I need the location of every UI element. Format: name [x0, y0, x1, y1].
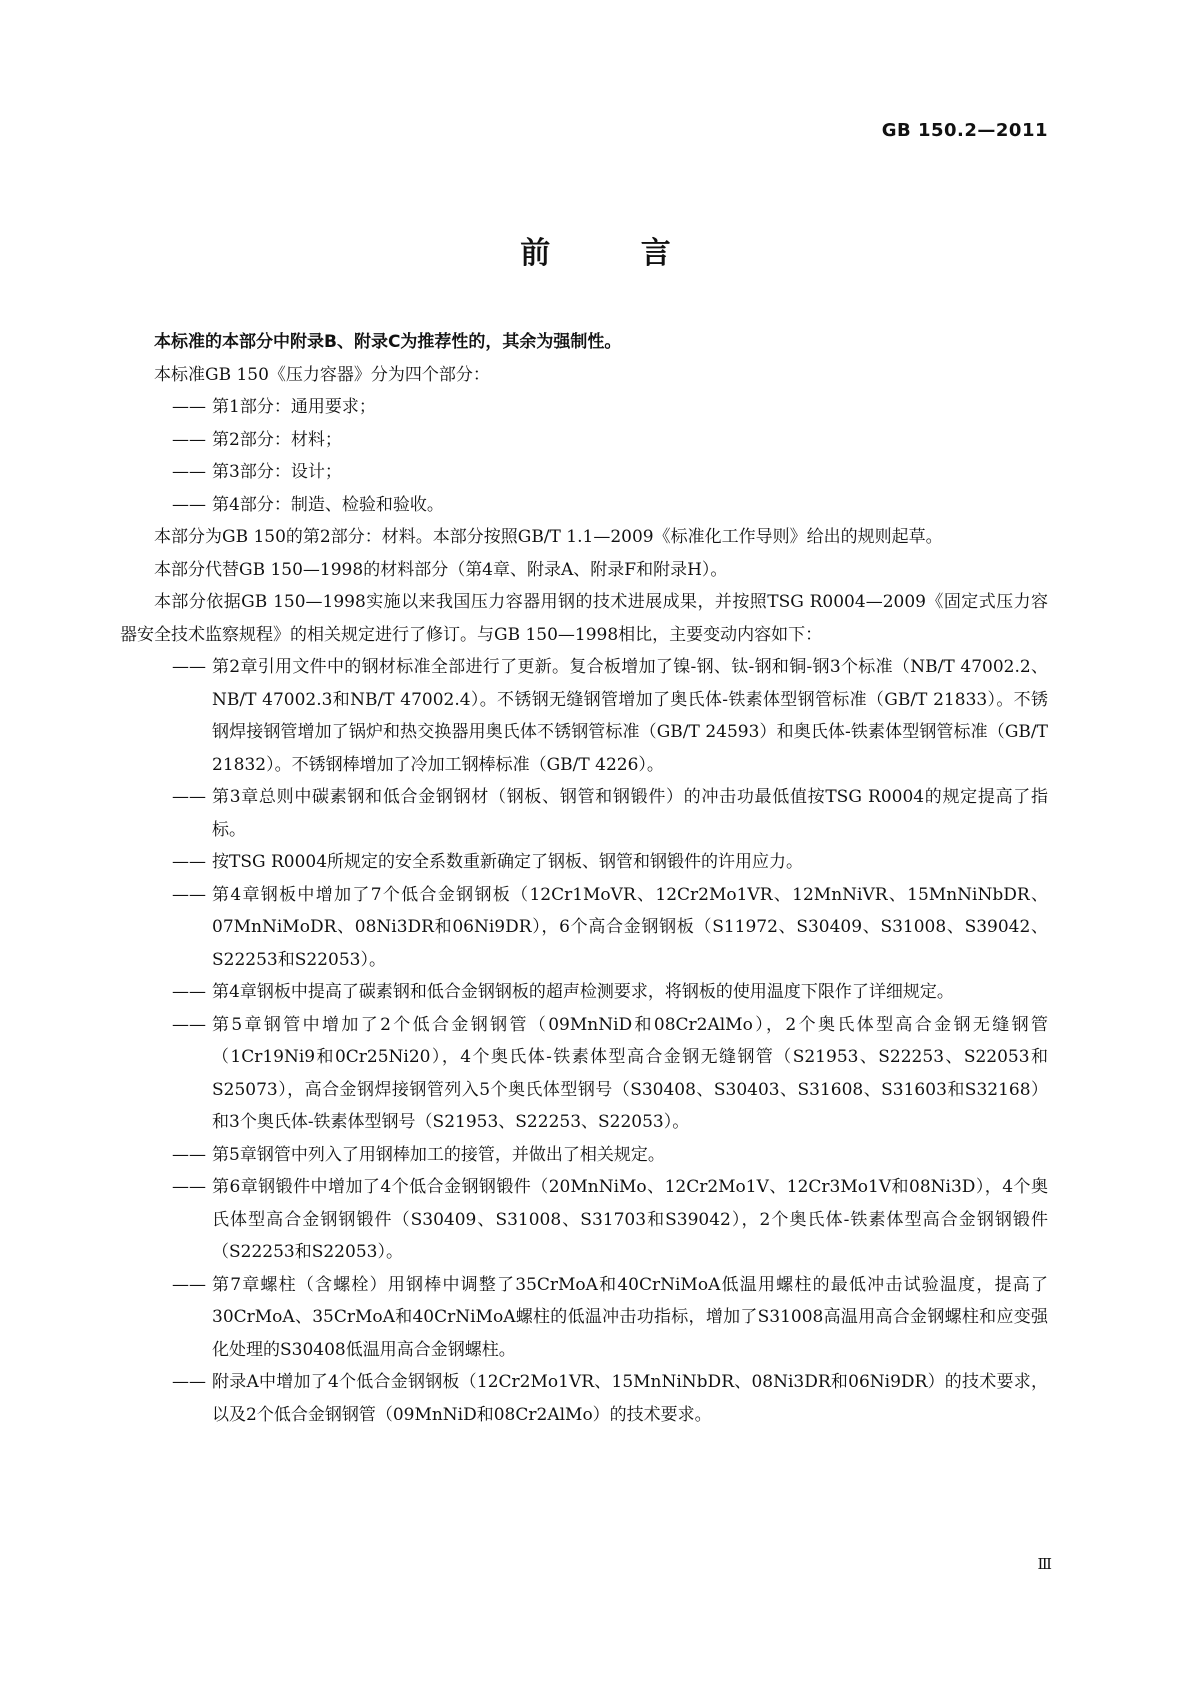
list-item-text: 第5章钢管中增加了2个低合金钢钢管（09MnNiD和08Cr2AlMo），2个奥氏体型高合金钢无缝钢管（1Cr19Ni9和0Cr25Ni20），4个奥氏体-铁素体型高合金钢无缝钢管（S21953、S22253、S22053和S25073），高合金钢焊接钢管列入5个奥氏体型钢号（S30408、S30403、S31608、S31603和S32168）和3个奥氏体-铁素体型钢号（S21953、S22253、S22053）。 [212, 1014, 1048, 1132]
list-item-text: 第7章螺柱（含螺栓）用钢棒中调整了35CrMoA和40CrNiMoA低温用螺柱的最低冲击试验温度，提高了30CrMoA、35CrMoA和40CrNiMoA螺柱的低温冲击功指标，增加了S31008高温用高合金钢螺柱和应变强化处理的S30408低温用高合金钢螺柱。 [212, 1274, 1048, 1360]
page-number: Ⅲ [1037, 1555, 1053, 1573]
list-item-text: 第4章钢板中提高了碳素钢和低合金钢钢板的超声检测要求，将钢板的使用温度下限作了详细规定。 [212, 982, 954, 1002]
intro-paragraph: 本标准GB 150《压力容器》分为四个部分： [154, 364, 490, 385]
list-item [120, 456, 1048, 489]
dash-marker: —— [172, 657, 206, 677]
lead-paragraph: 本标准的本部分中附录B、附录C为推荐性的，其余为强制性。 [154, 332, 622, 352]
dash-marker: —— [172, 397, 206, 417]
standard-code: GB 150.2—2011 [881, 120, 1048, 141]
list-item-text: 第3部分：设计； [212, 462, 342, 482]
list-item [120, 1139, 1048, 1172]
body-paragraph: 本部分依据GB 150—1998实施以来我国压力容器用钢的技术进展成果，并按照TSG R0004—2009《固定式压力容器安全技术监察规程》的相关规定进行了修订。与GB 150—1998相比，主要变动内容如下： [120, 592, 1048, 645]
list-item-text: 第1部分：通用要求； [212, 397, 376, 417]
foreword-body [120, 326, 1048, 1431]
list-item [120, 651, 1048, 781]
list-item-text: 第4章钢板中增加了7个低合金钢钢板（12Cr1MoVR、12Cr2Mo1VR、12MnNiVR、15MnNiNbDR、07MnNiMoDR、08Ni3DR和06Ni9DR），6个高合金钢钢板（S11972、S30409、S31008、S39042、S22253和S22053）。 [212, 884, 1048, 970]
dash-marker: —— [172, 494, 206, 515]
dash-marker: —— [172, 982, 206, 1002]
list-item [120, 846, 1048, 879]
body-paragraph: 本部分代替GB 150—1998的材料部分（第4章、附录A、附录F和附录H）。 [154, 559, 728, 580]
list-item [120, 424, 1048, 457]
page-title: 前 言 [520, 236, 711, 271]
parts-list [120, 391, 1048, 521]
dash-marker: —— [172, 884, 206, 905]
list-item-text: 按TSG R0004所规定的安全系数重新确定了钢板、钢管和钢锻件的许用应力。 [212, 852, 804, 872]
body-paragraph: 本部分为GB 150的第2部分：材料。本部分按照GB/T 1.1—2009《标准化工作导则》给出的规则起草。 [154, 527, 943, 547]
list-item [120, 391, 1048, 424]
dash-marker: —— [172, 1144, 206, 1165]
dash-marker: —— [172, 1372, 206, 1392]
list-item [120, 489, 1048, 522]
list-item-text: 第5章钢管中列入了用钢棒加工的接管，并做出了相关规定。 [212, 1144, 665, 1165]
list-item-text: 第3章总则中碳素钢和低合金钢钢材（钢板、钢管和钢锻件）的冲击功最低值按TSG R0004的规定提高了指标。 [212, 787, 1048, 840]
list-item [120, 976, 1048, 1009]
list-item [120, 1171, 1048, 1269]
list-item-text: 第2章引用文件中的钢材标准全部进行了更新。复合板增加了镍-钢、钛-钢和铜-钢3个标准（NB/T 47002.2、NB/T 47002.3和NB/T 47002.4）。不锈钢无缝钢管增加了奥氏体-铁素体型钢管标准（GB/T 21833）。不锈钢焊接钢管增加了锅炉和热交换器用奥氏体不锈钢管标准（GB/T 24593）和奥氏体-铁素体型钢管标准（GB/T 21832）。不锈钢棒增加了冷加工钢棒标准（GB/T 4226）。 [212, 657, 1048, 775]
dash-marker: —— [172, 787, 206, 807]
dash-marker: —— [172, 1014, 206, 1035]
list-item [120, 781, 1048, 846]
list-item-text: 第2部分：材料； [212, 429, 342, 450]
list-item [120, 1009, 1048, 1139]
dash-marker: —— [172, 1274, 206, 1295]
changes-list [120, 651, 1048, 1431]
list-item [120, 1269, 1048, 1367]
dash-marker: —— [172, 429, 206, 450]
list-item-text: 第4部分：制造、检验和验收。 [212, 494, 444, 515]
list-item [120, 1366, 1048, 1431]
dash-marker: —— [172, 852, 206, 872]
list-item-text: 第6章钢锻件中增加了4个低合金钢钢锻件（20MnNiMo、12Cr2Mo1V、12Cr3Mo1V和08Ni3D），4个奥氏体型高合金钢钢锻件（S30409、S31008、S31703和S39042），2个奥氏体-铁素体型高合金钢钢锻件（S22253和S22053）。 [212, 1177, 1048, 1262]
dash-marker: —— [172, 462, 206, 482]
dash-marker: —— [172, 1177, 206, 1197]
list-item-text: 附录A中增加了4个低合金钢钢板（12Cr2Mo1VR、15MnNiNbDR、08Ni3DR和06Ni9DR）的技术要求，以及2个低合金钢钢管（09MnNiD和08Cr2AlMo）的技术要求。 [212, 1372, 1048, 1425]
list-item [120, 879, 1048, 977]
